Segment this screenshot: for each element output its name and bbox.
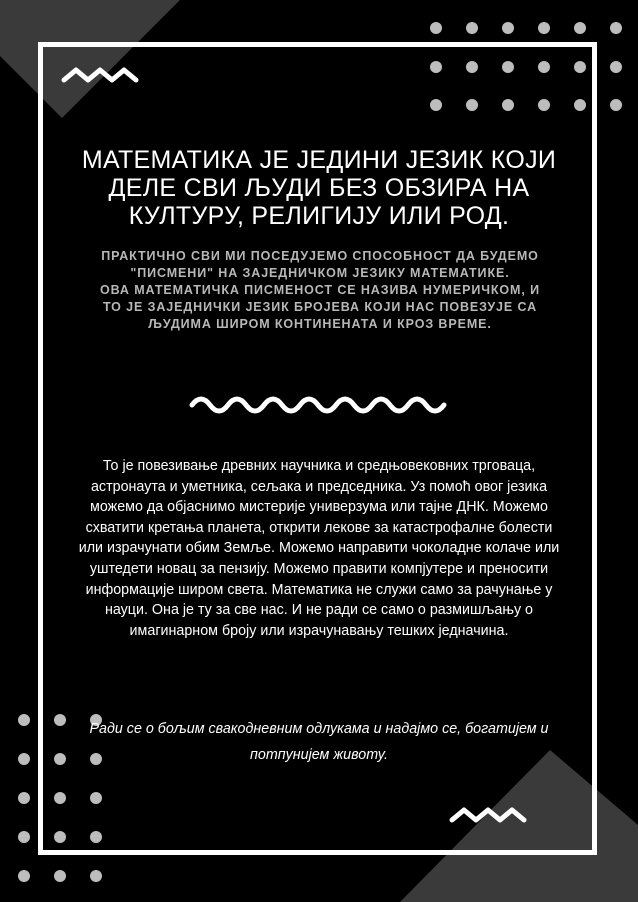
closing-quote: Ради се о бољим свакодневним одлукама и надајмо се, богатијем и потпунијем животу. bbox=[89, 721, 549, 763]
poster-title: МАТЕМАТИКА ЈЕ ЈЕДИНИ ЈЕЗИК КОЈИ ДЕЛЕ СВИ ЉУДИ БЕЗ ОБЗИРА НА КУЛТУРУ, РЕЛИГИЈУ ИЛИ РОД. bbox=[81, 146, 557, 230]
zigzag-icon-top-left bbox=[60, 62, 146, 88]
wave-divider bbox=[188, 393, 450, 417]
subtitle-line-1: ПРАКТИЧНО СВИ МИ ПОСЕДУЈЕМО СПОСОБНОСТ ДА БУДЕМО "ПИСМЕНИ" НА ЗАЈЕДНИЧКОМ ЈЕЗИКУ МАТЕМАТИКЕ. bbox=[101, 249, 539, 280]
dot-grid-top-right bbox=[430, 22, 620, 112]
subtitle-line-2: ОВА МАТЕМАТИЧКА ПИСМЕНОСТ СЕ НАЗИВА НУМЕРИЧКОМ, И ТО ЈЕ ЗАЈЕДНИЧКИ ЈЕЗИК БРОЈЕВА КОЈИ НАС ПОВЕЗУЈЕ СА ЉУДИМА ШИРОМ КОНТИНЕНАТА И КРОЗ ВРЕМЕ. bbox=[100, 283, 540, 331]
zigzag-icon-bottom-right bbox=[448, 802, 534, 828]
poster-subtitle bbox=[95, 248, 545, 333]
body-paragraph: То је повезивање древних научника и средњовековних трговаца, астронаута и уметника, сељака и председника. Уз помоћ овог језика можемо да објаснимо мистерије универзума или тајне ДНК. Можемо схватити кретања планета, открити лекове за катастрофалне болести или израчунати обим Земље. Можемо направити чоколадне колаче или уштедети новац за пензију. Можемо правити компјутере и преносити информације широм света. Математика не служи само за рачунање у науци. Она је ту за све нас. И не ради се само о размишљању о имагинарном броју или израчунавању тешких једначина. bbox=[78, 458, 560, 639]
